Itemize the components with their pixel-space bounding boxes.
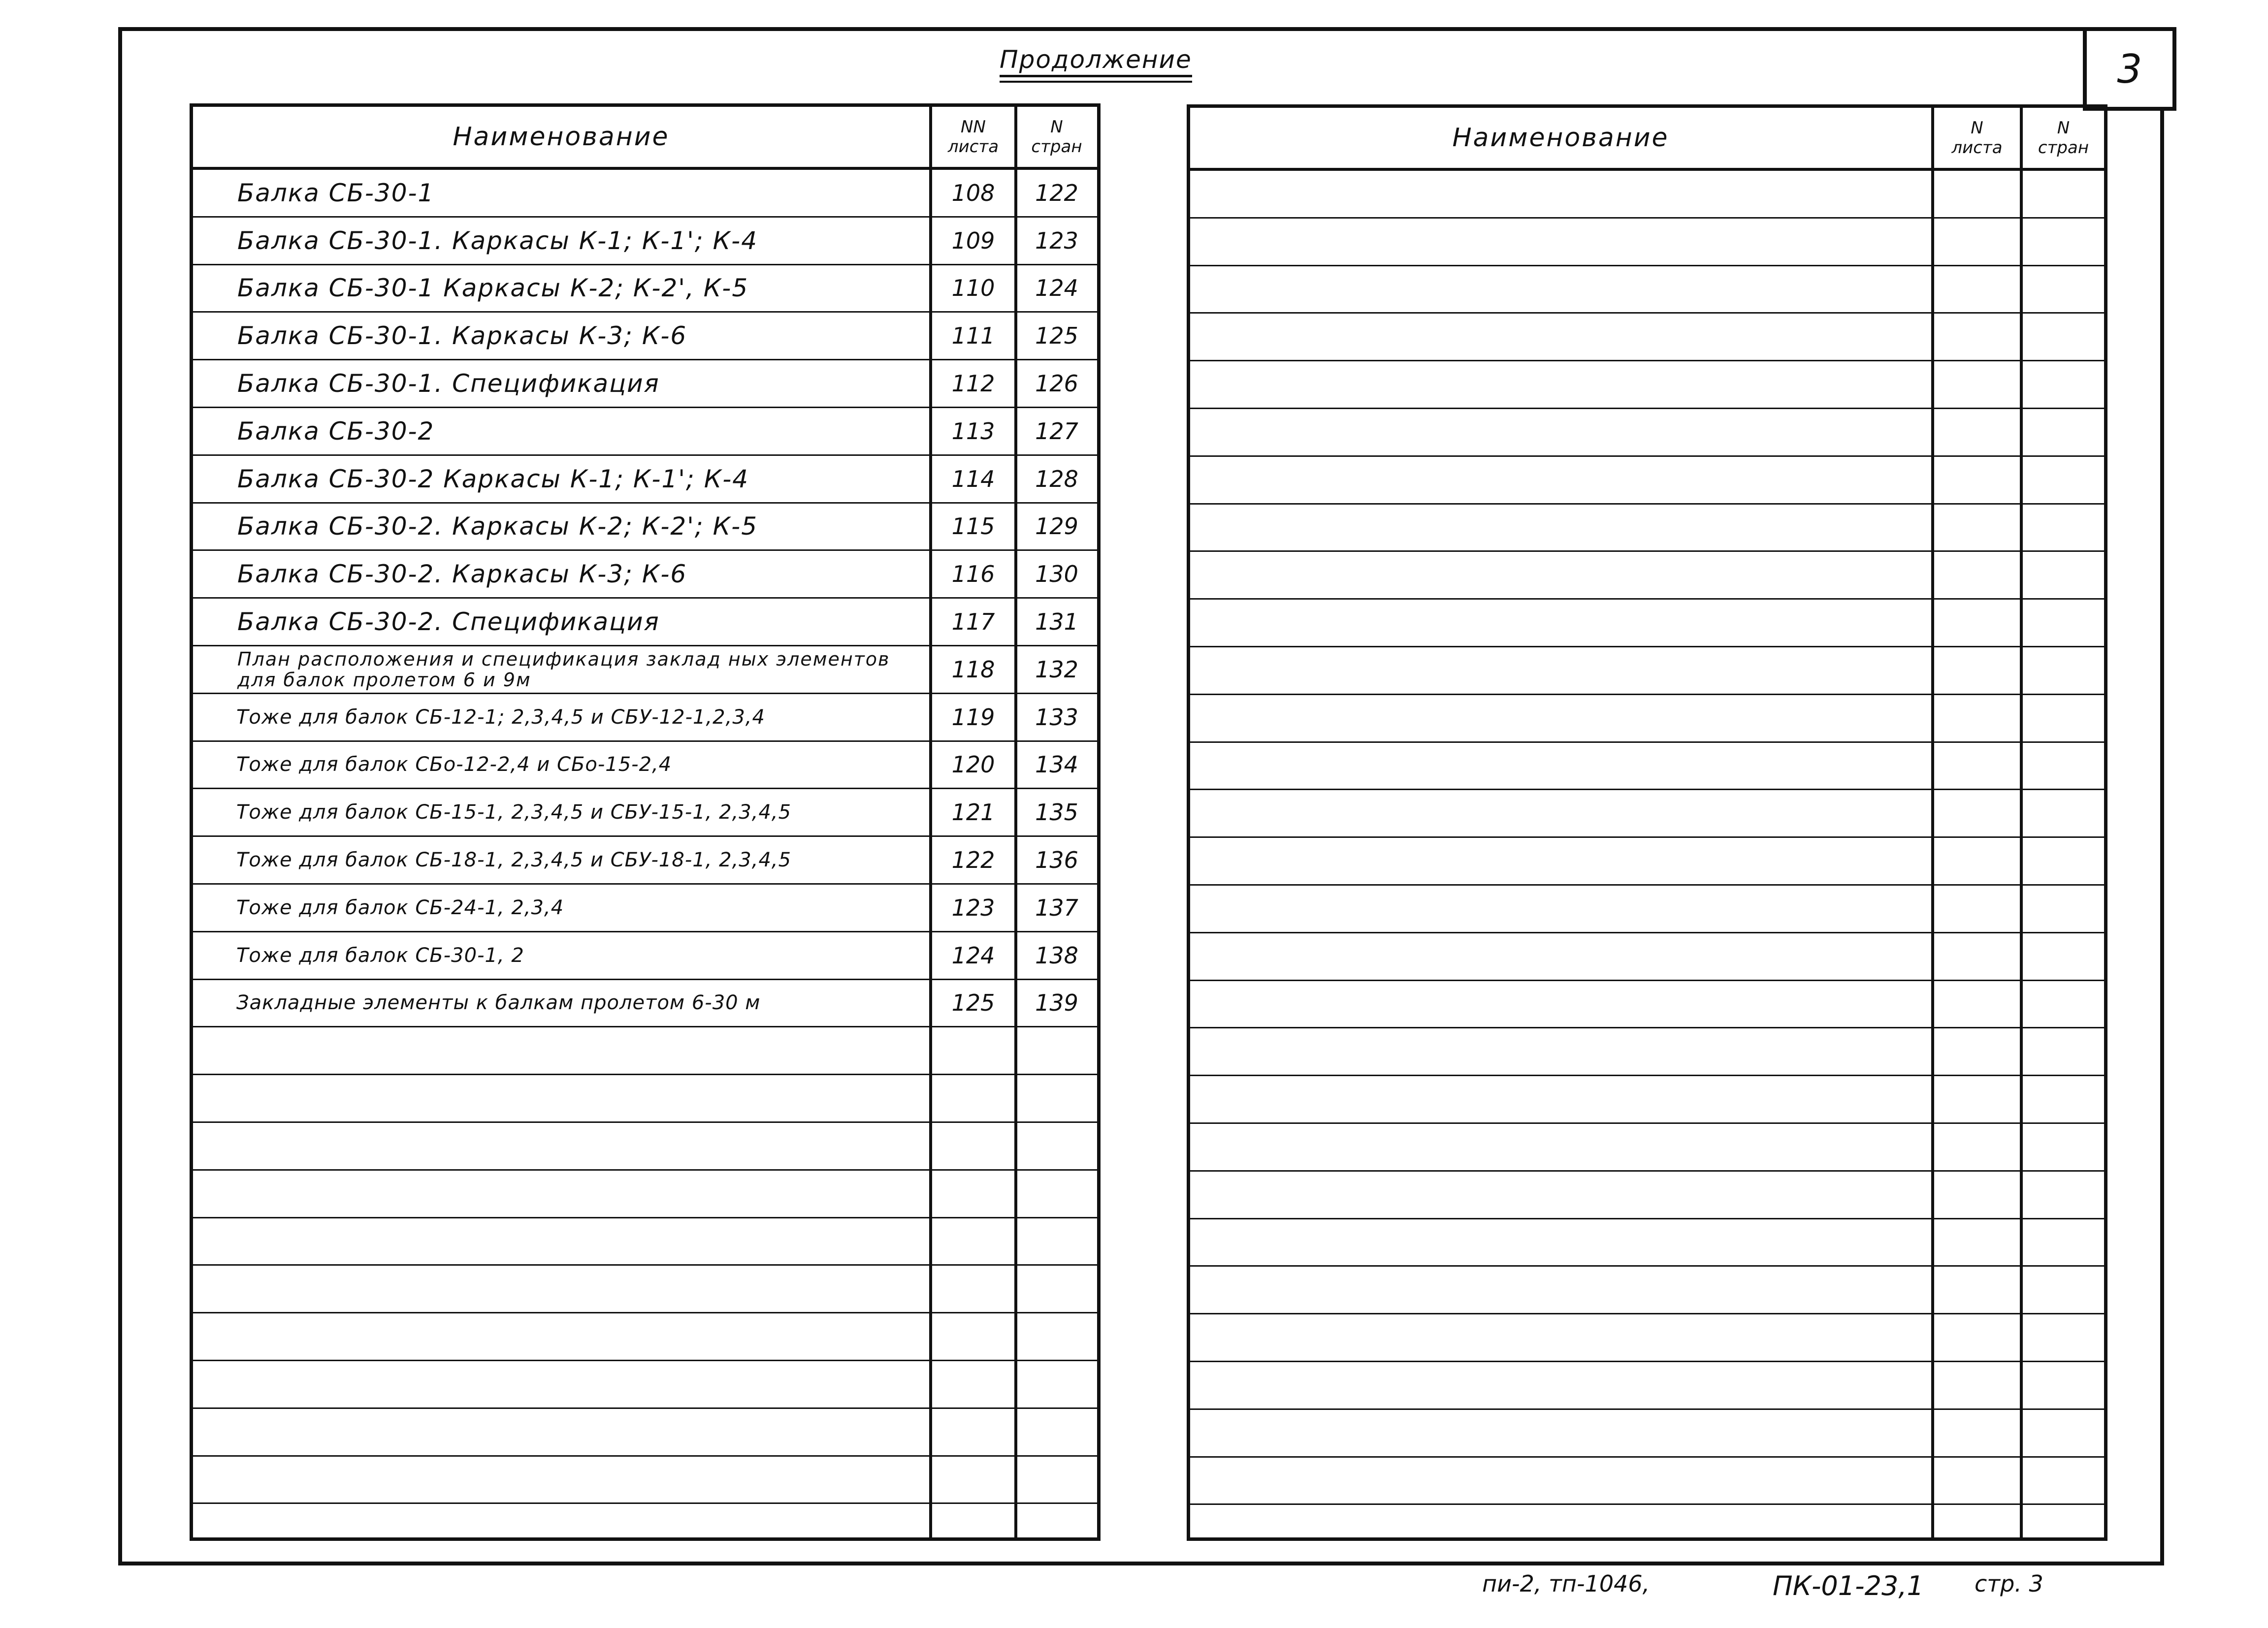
row-sheet-number: 123: [951, 894, 995, 921]
row-sheet-number: 108: [951, 179, 995, 206]
row-title: Балка СБ-30-2: [237, 416, 435, 446]
table-header: [193, 107, 1097, 170]
row-sheet-number: 118: [951, 656, 995, 683]
row-sheet-number: 109: [951, 227, 995, 254]
row-page-number: 139: [1035, 990, 1078, 1017]
table-row: [1190, 1458, 2104, 1505]
footer-page: стр. 3: [1975, 1570, 2043, 1597]
row-title: Балка СБ-30-2 Каркасы К-1; К-1'; К-4: [237, 464, 749, 493]
row-title: Балка СБ-30-1. Каркасы К-3; К-6: [237, 321, 687, 351]
table-row: [193, 360, 1097, 408]
row-sheet-number: 121: [951, 799, 995, 826]
table-row: [193, 265, 1097, 313]
row-title: Тоже для балок СБ-30-1, 2: [236, 944, 524, 967]
row-page-number: 122: [1035, 179, 1078, 206]
row-sheet-number: 124: [951, 942, 995, 969]
row-title: Балка СБ-30-2. Спецификация: [237, 607, 660, 637]
row-title: Тоже для балок СБ-18-1, 2,3,4,5 и СБУ-18-1, 2,3,4,5: [236, 849, 792, 872]
row-page-number: 124: [1035, 275, 1078, 302]
table-row: [193, 1409, 1097, 1457]
table-row: [1190, 552, 2104, 600]
table-row: [193, 1123, 1097, 1171]
table-row: [1190, 1219, 2104, 1267]
table-row: [1190, 361, 2104, 409]
table-row: [193, 1218, 1097, 1266]
table-row: [193, 599, 1097, 646]
table-row: [1190, 981, 2104, 1029]
table-row: [193, 551, 1097, 599]
row-page-number: 134: [1035, 751, 1078, 778]
header-sheet-number: [932, 107, 1014, 167]
table-row: [1190, 743, 2104, 791]
row-sheet-number: 113: [951, 417, 995, 445]
table-row: [1190, 1124, 2104, 1172]
row-title: Балка СБ-30-1 Каркасы К-2; К-2', К-5: [237, 274, 749, 303]
footer-document-code: ПК-01-23,1: [1773, 1570, 1924, 1601]
table-row: [1190, 266, 2104, 314]
table-row: [1190, 314, 2104, 361]
row-title: Балка СБ-30-1: [237, 178, 435, 207]
table-row: [193, 504, 1097, 551]
table-row: [193, 1075, 1097, 1123]
row-sheet-number: 125: [951, 990, 995, 1017]
row-sheet-number: 119: [951, 703, 995, 731]
header-sheet-text: N листа: [1951, 118, 2003, 158]
table-row: [193, 932, 1097, 980]
table-row: [193, 1361, 1097, 1409]
table-row: [193, 646, 1097, 694]
row-sheet-number: 110: [951, 275, 995, 302]
row-page-number: 128: [1035, 465, 1078, 492]
row-page-number: 123: [1035, 227, 1078, 254]
row-sheet-number: 115: [951, 513, 995, 540]
row-sheet-number: 111: [951, 322, 995, 350]
row-page-number: 133: [1035, 703, 1078, 731]
header-sheet-number: [1934, 108, 2020, 168]
row-title: Тоже для балок СБ-15-1, 2,3,4,5 и СБУ-15-1, 2,3,4,5: [236, 801, 792, 824]
page-number: 3: [2117, 46, 2142, 92]
table-row: [193, 170, 1097, 218]
row-page-number: 137: [1035, 894, 1078, 921]
table-row: [193, 885, 1097, 932]
table-row: [1190, 409, 2104, 457]
footer-series: пи-2, тп-1046,: [1482, 1570, 1650, 1597]
table-row: [193, 456, 1097, 504]
row-title: Балка СБ-30-2. Каркасы К-2; К-2'; К-5: [237, 512, 758, 541]
table-row: [1190, 1172, 2104, 1219]
table-row: [193, 1027, 1097, 1075]
row-sheet-number: 116: [951, 561, 995, 588]
row-title: Балка СБ-30-1. Спецификация: [237, 369, 660, 398]
contents-table-right: [1187, 104, 2107, 1541]
table-row: [1190, 1362, 2104, 1410]
row-title: Балка СБ-30-1. Каркасы К-1; К-1'; К-4: [237, 226, 758, 255]
page-number-box: [2083, 27, 2176, 111]
header-page-number: [2023, 108, 2104, 168]
table-row: [1190, 457, 2104, 505]
table-row: [1190, 1314, 2104, 1362]
row-title: Тоже для балок СБ-12-1; 2,3,4,5 и СБУ-12-1,2,3,4: [236, 705, 765, 729]
table-row: [1190, 1267, 2104, 1314]
table-row: [193, 218, 1097, 265]
header-name: Наименование: [453, 122, 670, 152]
table-row: [193, 313, 1097, 360]
table-row: [1190, 790, 2104, 838]
table-row: [1190, 1076, 2104, 1124]
row-sheet-number: 122: [951, 847, 995, 874]
row-sheet-number: 120: [951, 751, 995, 778]
header-page-number: [1017, 107, 1096, 167]
row-page-number: 125: [1035, 322, 1078, 350]
row-page-number: 132: [1035, 656, 1078, 683]
table-row: [193, 789, 1097, 837]
header-page-text: N стран: [1031, 117, 1082, 157]
table-row: [1190, 838, 2104, 886]
row-title: Тоже для балок СБ-24-1, 2,3,4: [236, 896, 564, 919]
table-row: [193, 1457, 1097, 1504]
row-page-number: 135: [1035, 799, 1078, 826]
table-row: [193, 837, 1097, 885]
table-header: [1190, 108, 2104, 171]
table-row: [1190, 505, 2104, 552]
table-row: [1190, 695, 2104, 743]
row-sheet-number: 114: [951, 465, 995, 492]
table-row: [1190, 1028, 2104, 1076]
table-row: [1190, 171, 2104, 219]
table-row: [1190, 933, 2104, 981]
table-row: [1190, 219, 2104, 266]
header-page-text: N стран: [2038, 118, 2089, 158]
row-page-number: 131: [1035, 608, 1078, 636]
table-row: [193, 980, 1097, 1028]
row-title: Закладные элементы к балкам пролетом 6-30 м: [236, 991, 761, 1015]
row-page-number: 126: [1035, 370, 1078, 397]
row-title: План расположения и спецификация заклад ных элементов для балок пролетом 6 и 9м: [237, 648, 890, 691]
contents-table-left: [190, 103, 1101, 1541]
row-page-number: 129: [1035, 513, 1078, 540]
table-row: [1190, 886, 2104, 933]
table-row: [193, 694, 1097, 742]
table-row: [1190, 1410, 2104, 1458]
row-title: Балка СБ-30-2. Каркасы К-3; К-6: [237, 560, 687, 589]
row-page-number: 130: [1035, 561, 1078, 588]
header-name: Наименование: [1452, 123, 1669, 153]
row-sheet-number: 112: [951, 370, 995, 397]
header-sheet-text: NN листа: [947, 117, 999, 157]
table-row: [193, 1313, 1097, 1361]
table-row: [193, 1266, 1097, 1313]
row-page-number: 138: [1035, 942, 1078, 969]
table-row: [1190, 600, 2104, 647]
row-page-number: 127: [1035, 417, 1078, 445]
row-sheet-number: 117: [951, 608, 995, 636]
page-heading: Продолжение: [1000, 45, 1192, 77]
row-title: Тоже для балок СБо-12-2,4 и СБо-15-2,4: [236, 753, 672, 776]
table-row: [193, 408, 1097, 456]
row-page-number: 136: [1035, 847, 1078, 874]
table-row: [1190, 647, 2104, 695]
table-row: [193, 1171, 1097, 1218]
table-row: [193, 742, 1097, 790]
